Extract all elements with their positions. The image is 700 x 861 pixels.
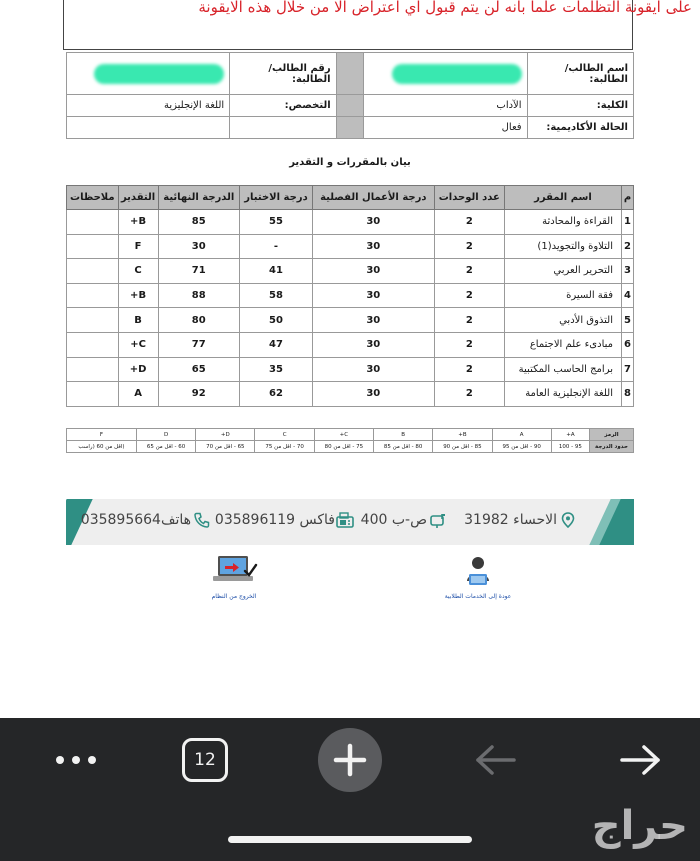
- student-name-label: اسم الطالب/ الطالبة:: [527, 53, 633, 95]
- objection-notice: على ايقونة التظلمات علما بانه لن يتم قبول اي اعتراض الا من خلال هذه الايقونة: [198, 0, 692, 16]
- major-label: التخصص:: [230, 95, 336, 117]
- redacted-name: [392, 64, 522, 84]
- student-name-value: [364, 53, 527, 95]
- contact-city: الاحساء 31982: [464, 512, 576, 528]
- more-dots-icon: [54, 755, 98, 765]
- col-header-exam: درجة الاختبار: [240, 186, 313, 210]
- grade-scale-table: الرمز A+ A B+ B C+ C D+ D F حدود الدرجة 95 - 100 90 - اقل من 95 85 - اقل من 90 80 - اقل من 85 75 - اقل من 80 70 - اقل من 75 65 - اقل من 70 60 - اقل من 65 (اقل من 60 (راسب: [66, 428, 634, 453]
- col-header-course: اسم المقرر: [504, 186, 621, 210]
- forward-button[interactable]: [614, 740, 666, 780]
- home-indicator[interactable]: [228, 836, 472, 843]
- table-row: 3 التحرير العربي 2 30 41 71 C: [67, 259, 634, 284]
- location-pin-icon: [560, 512, 576, 528]
- col-header-coursework: درجة الأعمال الفصلية: [312, 186, 434, 210]
- academic-status-value: فعال: [364, 117, 527, 139]
- table-row: 6 مبادىء علم الاجتماع 2 30 47 77 C+: [67, 332, 634, 357]
- table-row: 4 فقة السيرة 2 30 58 88 B+: [67, 283, 634, 308]
- haraj-watermark: حراج: [591, 803, 688, 849]
- col-header-grade: التقدير: [118, 186, 158, 210]
- redacted-id: [94, 64, 224, 84]
- mailbox-icon: [430, 512, 446, 528]
- col-header-no: م: [622, 186, 634, 210]
- new-tab-button[interactable]: [318, 728, 382, 792]
- more-menu-button[interactable]: [46, 746, 106, 774]
- back-to-services-link[interactable]: عودة إلى الخدمات الطلابية: [428, 553, 528, 600]
- student-info-table: [66, 52, 634, 139]
- grade-symbol-label: الرمز: [590, 429, 634, 441]
- exit-system-link[interactable]: الخروج من النظام: [184, 553, 284, 600]
- student-id-value: [67, 53, 230, 95]
- table-row: 2 التلاوة والتجويد(1) 2 30 - 30 F: [67, 234, 634, 259]
- col-header-final: الدرجة النهائية: [158, 186, 240, 210]
- forward-arrow-icon: [618, 743, 662, 777]
- contact-phone: هاتف035895664: [81, 512, 210, 528]
- back-button[interactable]: [470, 740, 522, 780]
- col-header-notes: ملاحظات: [67, 186, 119, 210]
- grade-range-label: حدود الدرجة: [590, 441, 634, 453]
- tab-count: 12: [194, 750, 216, 770]
- major-value: اللغة الإنجليزية: [67, 95, 230, 117]
- fax-icon: [338, 512, 354, 528]
- table-row: 7 برامج الحاسب المكتبية 2 30 35 65 D+: [67, 357, 634, 382]
- table-row: 5 التذوق الأدبي 2 30 50 80 B: [67, 308, 634, 333]
- contact-fax: فاكس 035896119: [215, 512, 354, 528]
- student-services-icon: [428, 553, 528, 589]
- college-value: الآداب: [364, 95, 527, 117]
- exit-computer-icon: [184, 553, 284, 589]
- tabs-button[interactable]: [182, 738, 228, 782]
- courses-table: [66, 185, 634, 407]
- back-arrow-icon: [474, 743, 518, 777]
- col-header-units: عدد الوحدات: [434, 186, 504, 210]
- courses-section-title: بيان بالمقررات و التقدير: [289, 157, 411, 168]
- academic-status-label: الحالة الأكاديمية:: [527, 117, 633, 139]
- contact-pobox: ص-ب 400: [361, 512, 446, 528]
- table-row: 1 القراءة والمحادثة 2 30 55 85 B+: [67, 210, 634, 235]
- plus-icon: [333, 743, 367, 777]
- student-id-label: رقم الطالب/الطالبة:: [230, 53, 336, 95]
- college-label: الكلية:: [527, 95, 633, 117]
- table-row: 8 اللغة الإنجليزية العامة 2 30 62 92 A: [67, 382, 634, 407]
- phone-icon: [194, 512, 210, 528]
- contact-footer: [66, 499, 634, 545]
